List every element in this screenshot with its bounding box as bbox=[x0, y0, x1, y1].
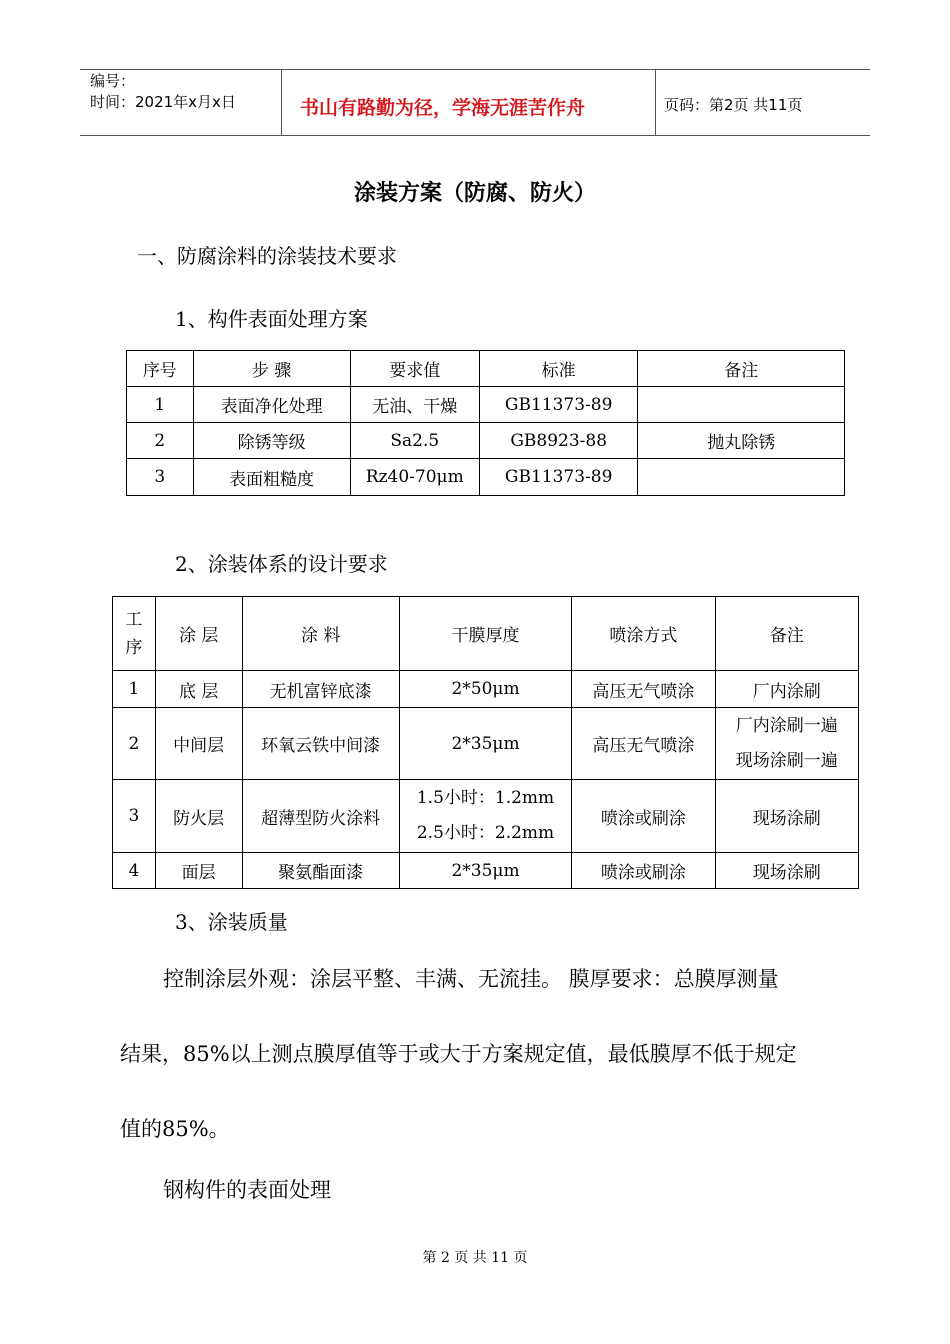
table-cell bbox=[638, 387, 845, 423]
note-line: 现场涂刷一遍 bbox=[735, 750, 838, 771]
table-header-cell: 干膜厚度 bbox=[399, 597, 571, 671]
header-seq-line1: 工 bbox=[125, 609, 143, 630]
table-row bbox=[127, 459, 845, 496]
table-row bbox=[113, 780, 859, 853]
table-header-cell: 标准 bbox=[479, 351, 637, 387]
table-header-cell: 序号 bbox=[127, 351, 194, 387]
table-cell: 聚氨酯面漆 bbox=[242, 853, 399, 889]
subsection-heading-3: 3、涂装质量 bbox=[175, 910, 288, 934]
table-cell: 面层 bbox=[155, 853, 242, 889]
table-cell: Rz40-70μm bbox=[350, 459, 479, 496]
table-cell bbox=[399, 780, 571, 853]
table-cell: 2*50μm bbox=[399, 671, 571, 708]
header-divider-left bbox=[281, 69, 282, 136]
table-row bbox=[127, 423, 845, 459]
quality-paragraph-line-3: 值的85%。 bbox=[120, 1117, 230, 1141]
thickness-line: 2.5小时：2.2mm bbox=[416, 823, 555, 843]
table-cell: GB8923-88 bbox=[479, 423, 637, 459]
table-cell: 喷涂或刷涂 bbox=[572, 780, 715, 853]
table-header-row bbox=[127, 351, 845, 387]
table-cell: 无机富锌底漆 bbox=[242, 671, 399, 708]
table-cell: 中间层 bbox=[155, 708, 242, 780]
table-header-cell: 步 骤 bbox=[193, 351, 350, 387]
header-motto: 书山有路勤为径，学海无涯苦作舟 bbox=[300, 97, 586, 119]
quality-paragraph-line-2: 结果，85%以上测点膜厚值等于或大于方案规定值，最低膜厚不低于规定 bbox=[120, 1042, 797, 1066]
header-divider-right bbox=[655, 69, 656, 136]
table-cell: 高压无气喷涂 bbox=[572, 671, 715, 708]
table-cell: 4 bbox=[113, 853, 156, 889]
table-header-cell: 涂 料 bbox=[242, 597, 399, 671]
table-row bbox=[113, 708, 859, 780]
header-seq-line2: 序 bbox=[125, 637, 143, 658]
table-header-row bbox=[113, 597, 859, 671]
note-line: 厂内涂刷一遍 bbox=[735, 715, 838, 736]
table-cell: 2 bbox=[127, 423, 194, 459]
table-cell bbox=[638, 459, 845, 496]
table-cell: 喷涂或刷涂 bbox=[572, 853, 715, 889]
table-header-cell bbox=[113, 597, 156, 671]
header-bottom-rule bbox=[80, 135, 870, 136]
surface-treatment-table bbox=[126, 350, 845, 496]
table-cell: 2*35μm bbox=[399, 708, 571, 780]
table-cell: 底 层 bbox=[155, 671, 242, 708]
subsection-heading-2: 2、涂装体系的设计要求 bbox=[175, 552, 388, 576]
table-cell: 3 bbox=[113, 780, 156, 853]
table-header-cell: 备注 bbox=[715, 597, 858, 671]
table-cell: 高压无气喷涂 bbox=[572, 708, 715, 780]
table-cell: 环氧云铁中间漆 bbox=[242, 708, 399, 780]
table-cell bbox=[715, 708, 858, 780]
table-row bbox=[127, 387, 845, 423]
table-cell: 除锈等级 bbox=[193, 423, 350, 459]
table-cell: 表面净化处理 bbox=[193, 387, 350, 423]
table-cell: 超薄型防火涂料 bbox=[242, 780, 399, 853]
page-title: 涂装方案（防腐、防火） bbox=[353, 181, 596, 206]
coating-system-table bbox=[112, 596, 859, 889]
table-cell: GB11373-89 bbox=[479, 387, 637, 423]
table-cell: 厂内涂刷 bbox=[715, 671, 858, 708]
section-heading-1: 一、防腐涂料的涂装技术要求 bbox=[137, 244, 397, 268]
table-cell: Sa2.5 bbox=[350, 423, 479, 459]
header-number-label: 编号： bbox=[90, 72, 136, 90]
thickness-line: 1.5小时：1.2mm bbox=[416, 788, 555, 808]
table-cell: 现场涂刷 bbox=[715, 853, 858, 889]
table-cell: 3 bbox=[127, 459, 194, 496]
table-cell: 防火层 bbox=[155, 780, 242, 853]
table-header-cell: 喷涂方式 bbox=[572, 597, 715, 671]
table-header-cell: 涂 层 bbox=[155, 597, 242, 671]
header-time: 时间：2021年x月x日 bbox=[90, 93, 236, 111]
table-cell: 表面粗糙度 bbox=[193, 459, 350, 496]
table-cell: 1 bbox=[113, 671, 156, 708]
quality-paragraph-line-1: 控制涂层外观：涂层平整、丰满、无流挂。 膜厚要求：总膜厚测量 bbox=[163, 967, 779, 991]
table-cell: 1 bbox=[127, 387, 194, 423]
table-header-cell: 要求值 bbox=[350, 351, 479, 387]
table-cell: GB11373-89 bbox=[479, 459, 637, 496]
subsection-heading-1: 1、构件表面处理方案 bbox=[175, 307, 368, 331]
header-page-info: 页码：第2页 共11页 bbox=[664, 96, 803, 114]
table-cell: 抛丸除锈 bbox=[638, 423, 845, 459]
table-header-cell: 备注 bbox=[638, 351, 845, 387]
table-row bbox=[113, 853, 859, 889]
table-row bbox=[113, 671, 859, 708]
table-cell: 无油、干燥 bbox=[350, 387, 479, 423]
table-cell: 2 bbox=[113, 708, 156, 780]
table-cell: 现场涂刷 bbox=[715, 780, 858, 853]
steel-surface-heading: 钢构件的表面处理 bbox=[163, 1178, 331, 1202]
header-top-rule bbox=[80, 69, 870, 70]
table-cell: 2*35μm bbox=[399, 853, 571, 889]
page-footer: 第 2 页 共 11 页 bbox=[422, 1250, 528, 1266]
